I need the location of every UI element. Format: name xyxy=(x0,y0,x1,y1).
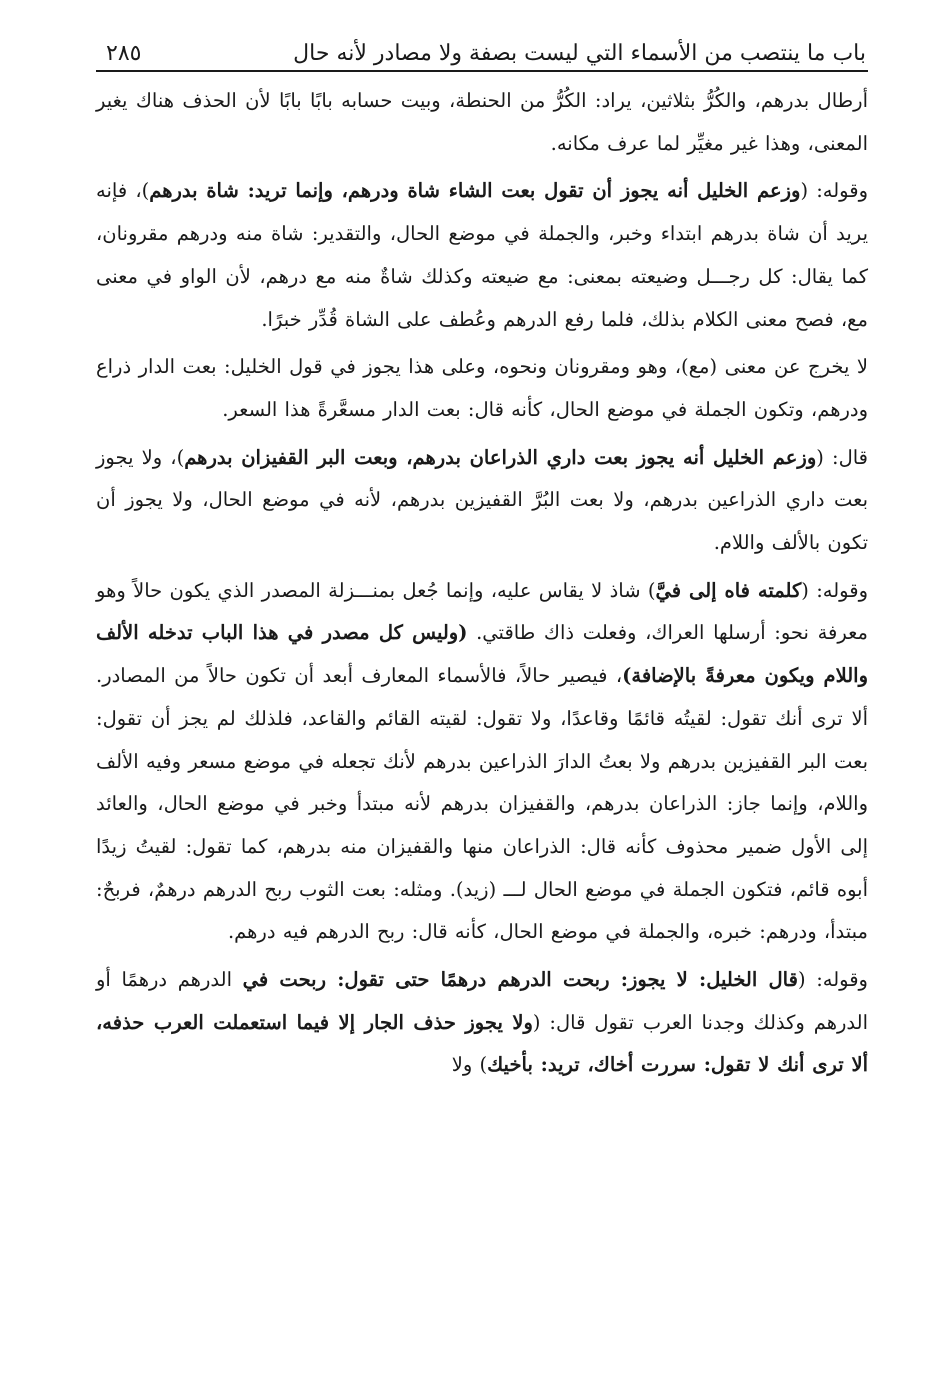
commentary-text: الدرهم درهمًا أو الدرهم وكذلك وجدنا العرب تقول قال: ( xyxy=(96,968,868,1034)
paragraph xyxy=(96,346,868,431)
paragraph xyxy=(96,170,868,341)
body-text xyxy=(96,80,868,1087)
quoted-text: وزعم الخليل أنه يجوز أن تقول بعت الشاء شاة ودرهم، وإنما تريد: شاة بدرهم xyxy=(149,179,801,203)
commentary-text: قال: ( xyxy=(816,445,868,469)
commentary-text: )، فإنه يريد أن شاة بدرهم ابتداء وخبر، والجملة في موضع الحال، والتقدير: شاة منه ودرهم مقرونان، كما يقال: كل رجـــل وضيعته بمعنى: مع ضيعته وكذلك شاةٌ منه مع درهم، لأن الواو في معنى مع، فصح معنى الكلام بذلك، فلما رفع الدرهم وعُطف على الشاة قُدِّر خبرًا. xyxy=(96,179,868,331)
commentary-text: )، ولا يجوز بعت داري الذراعين بدرهم، ولا بعت البُرَّ القفيزين بدرهم، لأنه في موضع الحال، ولا يجوز أن تكون بالألف واللام. xyxy=(96,445,868,555)
commentary-text: أرطال بدرهم، والكُرُّ بثلاثين، يراد: الكُرُّ من الحنطة، وبيت حسابه بابًا بابًا لأن الحذف هناك يغير المعنى، وهذا غير مغيِّر لما عرف مكانه. xyxy=(96,89,868,155)
commentary-text: وقوله: ( xyxy=(797,968,868,992)
paragraph xyxy=(96,959,868,1087)
commentary-text: ) شاذ لا يقاس عليه، وإنما جُعل بمنـــزلة المصدر الذي يكون حالاً وهو معرفة نحو: أرسلها العراك، وفعلت ذاك طاقتي. xyxy=(96,578,868,645)
quoted-text: (وليس كل مصدر في هذا الباب تدخله الألف واللام ويكون معرفةً بالإضافة) xyxy=(96,621,868,688)
paragraph xyxy=(96,437,868,565)
commentary-text: ، فيصير حالاً، فالأسماء المعارف أبعد أن تكون حالاً من المصادر. ألا ترى أنك تقول: لقيتُه قائمًا وقاعدًا، ولا تقول: لقيته القائم والقاعد، فلذلك لم يجز أن تقول: بعت البر القفيزين بدرهم ولا بعتُ الدارَ الذراعين بدرهم لأنك تجعله في موضع مسعر وفيه الألف واللام، وإنما جاز: الذراعان بدرهم، والقفيزان بدرهم لأنه مبتدأ وخبر في موضع الحال، والعائد إلى الأول ضمير محذوف كأنه قال: الذراعان منها والقفيزان منه بدرهم، كما تقول: لقيتُ زيدًا أبوه قائم، فتكون الجملة في موضع الحال لـــ (زيد). ومثله: بعت الثوب ربح الدرهم درهمٌ، فربحٌ: مبتدأ، ودرهم: خبره، والجملة في موضع الحال، كأنه قال: ربح الدرهم فيه درهم. xyxy=(96,664,868,944)
commentary-text: ) ولا xyxy=(451,1053,488,1077)
running-title: باب ما ينتصب من الأسماء التي ليست بصفة ولا مصادر لأنه حال xyxy=(293,41,866,66)
quoted-text: وزعم الخليل أنه يجوز بعت داري الذراعان بدرهم، وبعت البر القفيزان بدرهم xyxy=(184,445,817,469)
commentary-text: وقوله: ( xyxy=(800,179,868,203)
quoted-text: قال الخليل: لا يجوز: ربحت الدرهم درهمًا حتى تقول: ربحت في xyxy=(242,968,798,992)
paragraph xyxy=(96,80,868,165)
page-number: ٢٨٥ xyxy=(106,41,142,66)
commentary-text: لا يخرج عن معنى (مع)، وهو ومقرونان ونحوه، وعلى هذا يجوز في قول الخليل: بعت الدار ذراع ودرهم، وتكون الجملة في موضع الحال، كأنه قال: بعت الدار مسعَّرةً هذا السعر. xyxy=(96,355,868,421)
book-page xyxy=(96,26,868,1092)
paragraph xyxy=(96,570,868,954)
commentary-text: وقوله: ( xyxy=(801,578,868,602)
quoted-text: كلمته فاه إلى فيَّ xyxy=(655,578,802,602)
page-header xyxy=(96,26,868,72)
quoted-text: ولا يجوز حذف الجار إلا فيما استعملت العرب حذفه، ألا ترى أنك لا تقول: سررت أخاك، تريد: بأخيك xyxy=(96,1010,868,1077)
